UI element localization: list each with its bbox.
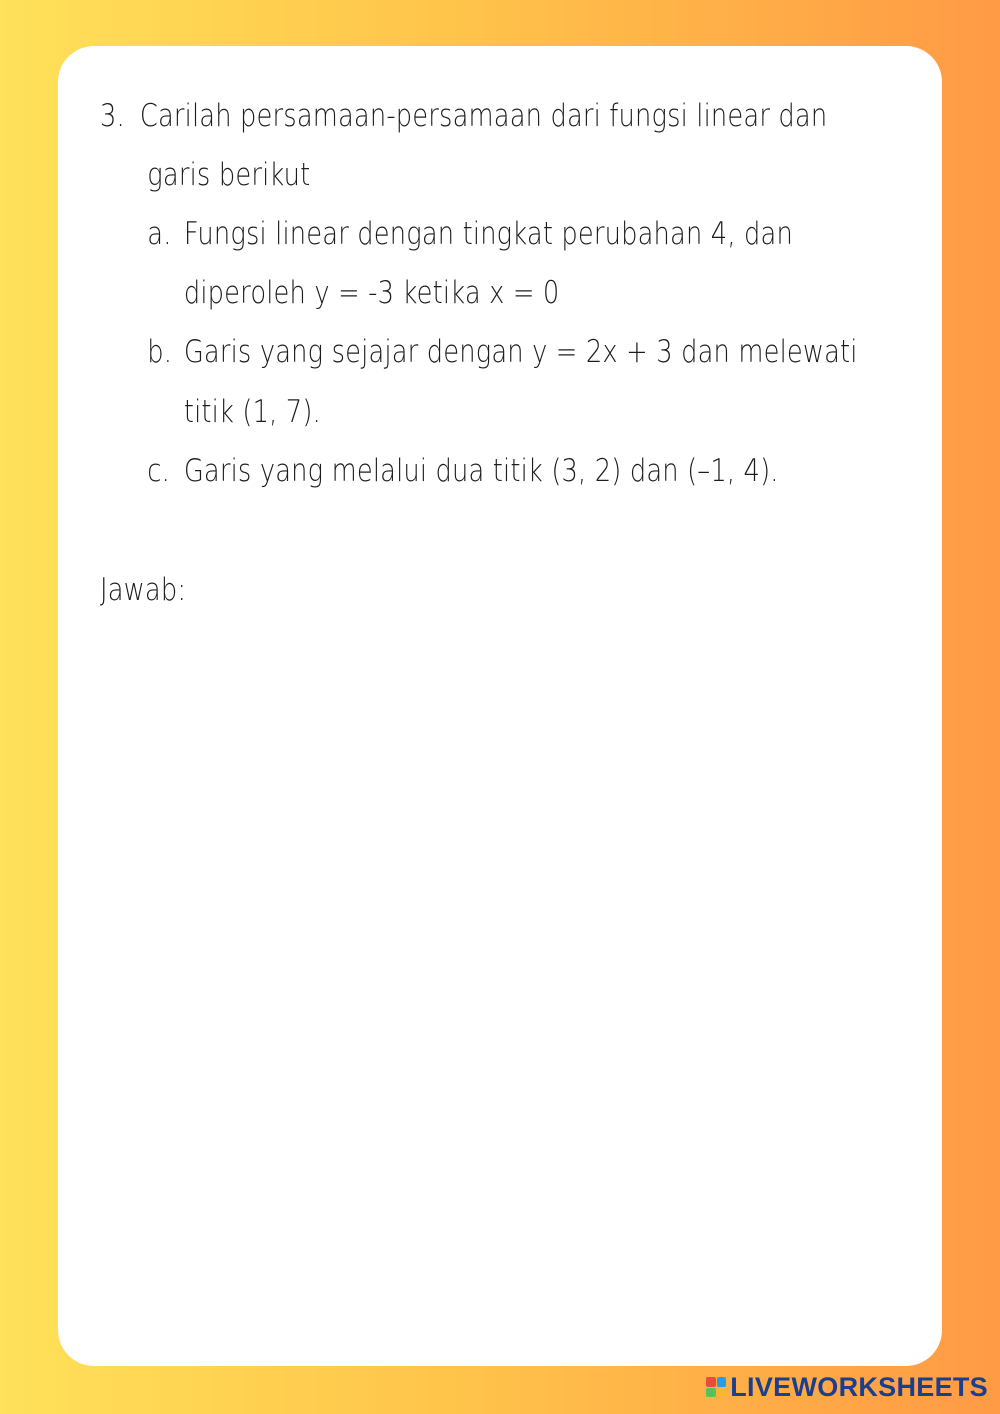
item-c-marker: c.: [147, 453, 170, 489]
item-b-line-1: Garis yang sejajar dengan y = 2x + 3 dan melewati: [183, 334, 858, 370]
item-a-line-1: Fungsi linear dengan tingkat perubahan 4, dan: [183, 216, 793, 252]
question-text-line-1: Carilah persamaan-persamaan dari fungsi linear dan: [139, 98, 828, 134]
item-c-line-1: Garis yang melalui dua titik (3, 2) dan (–1, 4).: [183, 453, 779, 489]
item-a-marker: a.: [147, 216, 172, 252]
item-b-line-2: titik (1, 7).: [183, 394, 321, 430]
item-a-line-2: diperoleh y = -3 ketika x = 0: [183, 275, 560, 311]
question-number: 3.: [100, 98, 125, 134]
question-text-line-2: garis berikut: [147, 157, 311, 193]
brand-name: LIVEWORKSHEETS: [730, 1371, 988, 1402]
liveworksheets-logo-icon: [706, 1377, 726, 1397]
liveworksheets-brand: [706, 1372, 988, 1402]
answer-label: Jawab:: [100, 572, 187, 608]
item-b-marker: b.: [147, 334, 173, 370]
